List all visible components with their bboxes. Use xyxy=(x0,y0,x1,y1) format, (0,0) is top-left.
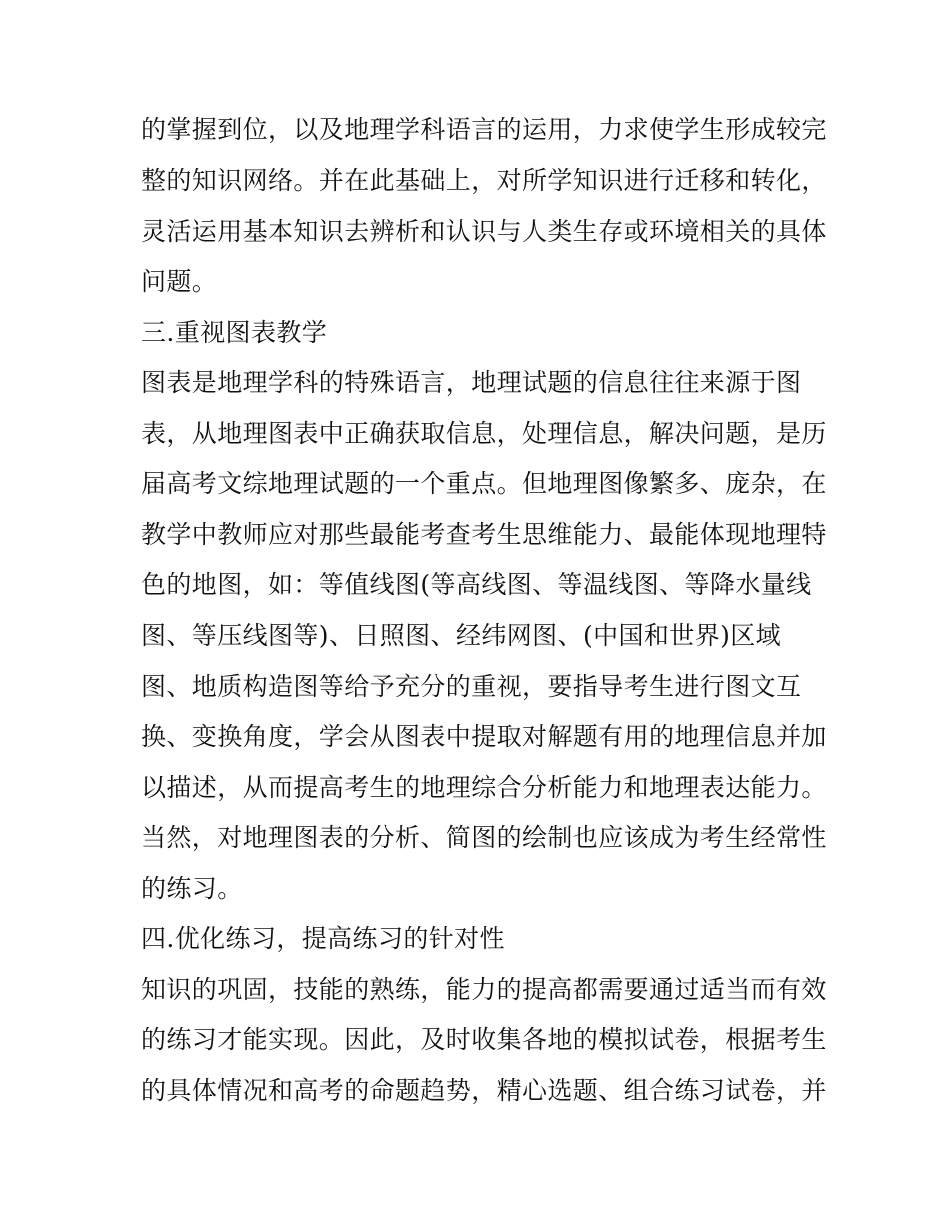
paragraph-line: 整的知识网络。并在此基础上，对所学知识进行迁移和转化， xyxy=(141,166,827,195)
section-heading: 四.优化练习，提高练习的针对性 xyxy=(141,924,505,953)
paragraph-line: 届高考文综地理试题的一个重点。但地理图像繁多、庞杂，在 xyxy=(141,469,827,498)
paragraph-line: 图、等压线图等)、日照图、经纬网图、(中国和世界)区域 xyxy=(141,621,782,650)
paragraph-line: 色的地图，如：等值线图(等高线图、等温线图、等降水量线 xyxy=(141,570,812,599)
paragraph-line: 以描述，从而提高考生的地理综合分析能力和地理表达能力。 xyxy=(141,773,827,802)
paragraph-line: 换、变换角度，学会从图表中提取对解题有用的地理信息并加 xyxy=(141,722,827,751)
paragraph-line: 图表是地理学科的特殊语言，地理试题的信息往往来源于图 xyxy=(141,368,802,397)
paragraph-line: 的具体情况和高考的命题趋势，精心选题、组合练习试卷，并 xyxy=(141,1076,827,1105)
paragraph-line: 图、地质构造图等给予充分的重视，要指导考生进行图文互 xyxy=(141,672,802,701)
section-heading: 三.重视图表教学 xyxy=(141,318,328,347)
paragraph-line: 的掌握到位，以及地理学科语言的运用，力求使学生形成较完 xyxy=(141,115,827,144)
paragraph-line: 问题。 xyxy=(141,267,218,296)
paragraph-line: 教学中教师应对那些最能考查考生思维能力、最能体现地理特 xyxy=(141,520,827,549)
paragraph-line: 灵活运用基本知识去辨析和认识与人类生存或环境相关的具体 xyxy=(141,217,827,246)
paragraph-line: 的练习才能实现。因此，及时收集各地的模拟试卷，根据考生 xyxy=(141,1025,827,1054)
paragraph-line: 的练习。 xyxy=(141,874,243,903)
paragraph-line: 当然，对地理图表的分析、简图的绘制也应该成为考生经常性 xyxy=(141,823,827,852)
paragraph-line: 知识的巩固，技能的熟练，能力的提高都需要通过适当而有效 xyxy=(141,975,827,1004)
paragraph-line: 表，从地理图表中正确获取信息，处理信息，解决问题，是历 xyxy=(141,419,827,448)
